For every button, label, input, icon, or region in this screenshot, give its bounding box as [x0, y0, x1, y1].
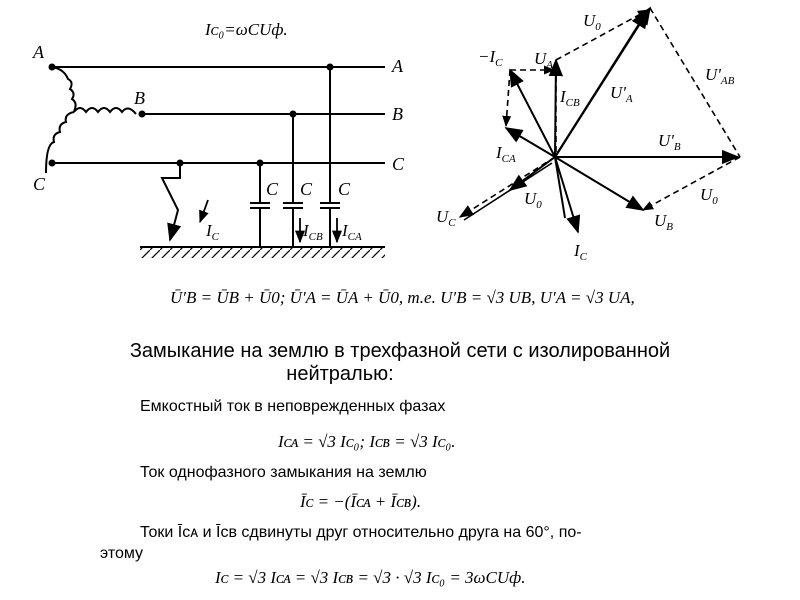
capacitance-formula: Iᴄ₀=ωCUф.: [205, 20, 288, 39]
label-a-left: A: [33, 42, 44, 62]
capacitor-label-3: C: [338, 179, 351, 199]
capacitor-label-1: C: [266, 179, 279, 199]
vector-ua-prime: [555, 10, 648, 157]
main-formula: Ū′B = ŪB + Ū0; Ū′A = ŪA + Ū0, т.е. U′B = √3 UB, U′A = √3 UA,: [170, 288, 635, 307]
dash-minus-ic-to-ica: [506, 70, 510, 126]
label-b-left: B: [134, 88, 145, 108]
label-ua-prime: $U'_A$: [610, 83, 633, 105]
label-ub: $U_B$: [654, 211, 674, 233]
fault-symbol: [162, 163, 180, 240]
formula-capacitive-current: Iᴄᴀ = √3 Iᴄ₀; Iᴄʙ = √3 Iᴄ₀.: [278, 432, 456, 451]
label-c-left: C: [33, 174, 46, 194]
dash-ua-to-u0: [556, 10, 648, 60]
label-a-right: A: [392, 56, 403, 76]
label-u0-mid: $U_0$: [524, 189, 542, 211]
label-minus-ic: $-I_C$: [478, 47, 503, 69]
label-b-right: B: [392, 104, 403, 124]
dash-u0-right: [643, 157, 740, 210]
winding-a: [52, 67, 76, 111]
label-uab-prime: $U'_{AB}$: [705, 65, 735, 87]
figure-panel: [0, 0, 800, 290]
formula-single-phase: Īᴄ = −(Īᴄᴀ + Īᴄʙ).: [300, 492, 422, 511]
ica-label: $I_{CA}$: [342, 221, 362, 243]
paragraph-capacitive-current: Емкостный ток в неповрежденных фазах: [140, 398, 446, 415]
label-u0-right: $U_0$: [700, 185, 718, 207]
formula-final: Iᴄ = √3 Iᴄᴀ = √3 Iᴄʙ = √3 · √3 Iᴄ₀ = 3ωCUф.: [215, 568, 526, 587]
winding-b: [74, 108, 136, 114]
label-uc: $U_C$: [436, 207, 456, 229]
fault-current-label: $I_C$: [206, 221, 220, 243]
icb-label: $I_{CB}$: [303, 221, 323, 243]
label-ic: $I_C$: [574, 241, 588, 263]
section-heading-line-2: нейтралью:: [286, 363, 394, 385]
capacitor-label-2: C: [300, 179, 313, 199]
paragraph-shift-line-1: Токи Īᴄᴀ и Īᴄʙ сдвинуты друг относительно друга на 60°, по-: [140, 524, 582, 541]
label-u0-top: $U_0$: [583, 11, 601, 33]
circuit-diagram: [46, 20, 385, 258]
phasor-diagram: [460, 8, 740, 232]
label-icb: $I_{CB}$: [560, 87, 580, 109]
paragraph-single-phase: Ток однофазного замыкания на землю: [140, 464, 427, 481]
label-ua: $U_A$: [534, 49, 554, 71]
label-c-right: C: [392, 154, 405, 174]
paragraph-shift-line-2: этому: [100, 545, 144, 562]
label-ica: $I_{CA}$: [496, 143, 516, 165]
label-ub-prime: $U'_B$: [658, 131, 681, 153]
section-heading-line-1: Замыкание на землю в трехфазной сети с изолированной: [129, 340, 671, 362]
